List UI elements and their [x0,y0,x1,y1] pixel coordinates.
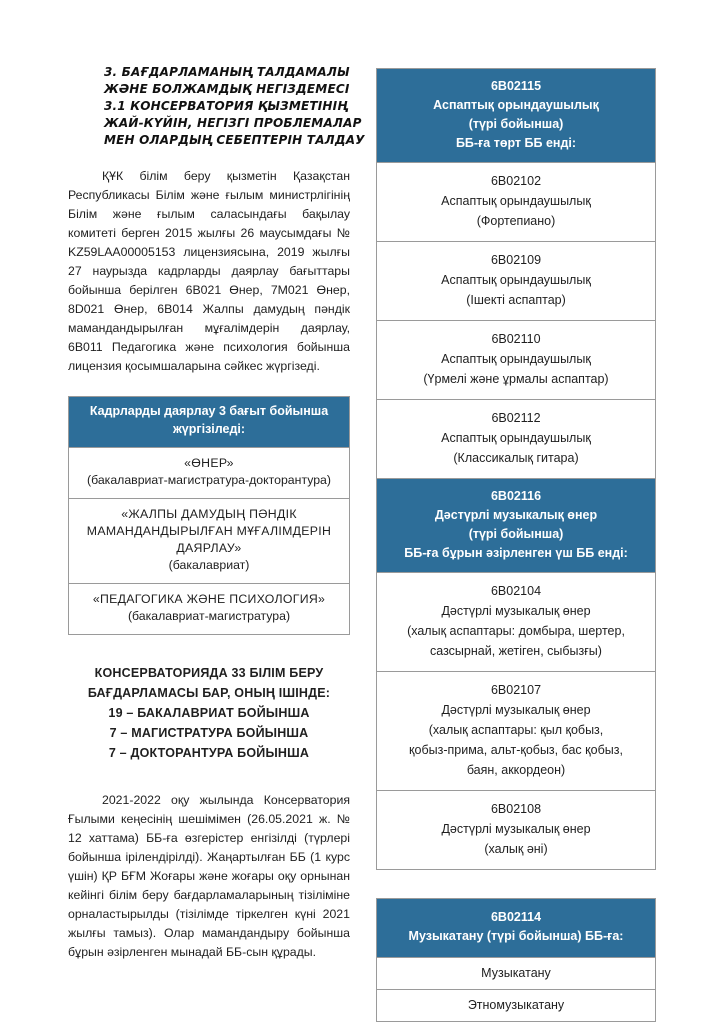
programs-table [376,68,656,870]
musicology-row: Музыкатану [377,957,655,989]
summary-line: КОНСЕРВАТОРИЯДА 33 БІЛІМ БЕРУ [94,666,324,680]
program-group-header [377,478,655,572]
program-row [377,162,655,241]
program-code: 6B02112 [491,411,541,425]
summary-line: 19 – БАКАЛАВРИАТ БОЙЫНША [108,706,310,720]
program-title: Дәстүрлі музыкалық өнер [434,508,598,522]
program-detail: (Фортепиано) [476,214,556,228]
program-row [377,671,655,790]
heading-line: МЕН ОЛАРДЫҢ СЕБЕПТЕРІН ТАЛДАУ [104,133,365,147]
direction-row [69,447,349,498]
program-code: 6B02114 [490,910,542,924]
direction-title: «ЖАЛПЫ ДАМУДЫҢ ПӘНДІК МАМАНДАНДЫРЫЛҒАН МҰҒАЛІМДЕРІН ДАЯРЛАУ» [86,507,332,555]
program-title: Аспаптық орындаушылық [441,431,591,445]
intro-paragraph: ҚҰК білім беру қызметін Қазақстан Республикасы Білім және ғылым министрлігінің Білім және ғылым саласындағы бақылау комитеті берген 2015 жылғы 26 маусымдағы № KZ59LAA00005153 лицензиясына, 2019 жылғы 27 наурызда кадрларды даярлау бағыттары бойынша берілген 6B021 Өнер, 7M021 Өнер, 8D021 Өнер, 6B014 Жалпы дамудың пәндік мамандандырылған мұғалімдерін даярлау, 6B011 Педагогика және психология бойынша лицензия қосымшаларына сәйкес жүргізеді. [68,169,350,373]
summary-line: 7 – МАГИСТРАТУРА БОЙЫНША [109,726,309,740]
program-detail: (Классикалық гитара) [453,451,579,465]
program-code: 6B02116 [490,489,542,503]
program-row [377,320,655,399]
musicology-row: Этномузыкатану [377,989,655,1021]
directions-table [68,396,350,635]
heading-line: 3.1 КОНСЕРВАТОРИЯ ҚЫЗМЕТІНІҢ [104,99,348,113]
program-detail: қобыз-прима, альт-қобыз, бас қобыз, [409,743,623,757]
program-code: 6B02107 [490,683,542,697]
program-title: Аспаптық орындаушылық [441,352,591,366]
heading-line: ЖАЙ-КҮЙІН, НЕГІЗГІ ПРОБЛЕМАЛАР [104,116,362,130]
direction-row [69,583,349,634]
program-code: 6B02108 [490,802,542,816]
program-detail: (Ішекті аспаптар) [466,293,566,307]
program-title: Дәстүрлі музыкалық өнер [441,604,591,618]
direction-note: (бакалавриат) [168,558,250,572]
program-code: 6B02104 [490,584,542,598]
program-code: 6B02109 [490,253,542,267]
left-column [68,64,365,962]
section-heading [104,64,365,149]
program-code: 6B02115 [490,79,542,93]
programs-summary [68,663,350,763]
directions-table-header: Кадрларды даярлау 3 бағыт бойынша жүргізіледі: [69,397,349,447]
summary-line: БАҒДАРЛАМАСЫ БАР, ОНЫҢ ІШІНДЕ: [87,686,331,700]
program-title: Дәстүрлі музыкалық өнер [441,703,591,717]
program-title: Аспаптық орындаушылық [441,273,591,287]
heading-line: ЖӘНЕ БОЛЖАМДЫҚ НЕГІЗДЕМЕСІ [104,82,350,96]
program-type: (түрі бойынша) [468,117,564,131]
program-note: ББ-ға төрт ББ енді: [455,136,577,150]
program-title: Дәстүрлі музыкалық өнер [441,822,591,836]
program-row [377,399,655,478]
closing-paragraph: 2021-2022 оқу жылында Консерватория Ғылыми кеңесінің шешімімен (26.05.2021 ж. № 12 хаттама) ББ-ға өзгерістер енгізілді (түрлері бойынша ірілендірілді). Жаңартылған ББ (1 курс үшін) ҚР БҒМ Жоғары және жоғары оқу орнынан кейінгі білім беру бағдарламаларының тізіліміне орналастырылды (тізілімде тіркелген күні 2021 жылғы тамыз). Олар мамандандыру бойынша бұрын әзірленген мынадай ББ-сын құрады. [68,793,350,959]
program-detail: баян, аккордеон) [466,763,566,777]
program-title: Музыкатану (түрі бойынша) ББ-ға: [408,929,624,943]
direction-title: «ӨНЕР» [184,456,234,470]
right-column [376,68,656,1022]
direction-row [69,498,349,583]
program-code: 6B02102 [490,174,542,188]
program-row [377,241,655,320]
program-detail: (Үрмелі және ұрмалы аспаптар) [423,372,609,386]
summary-line: 7 – ДОКТОРАНТУРА БОЙЫНША [108,746,310,760]
program-detail: (халық аспаптары: домбыра, шертер, [407,624,625,638]
direction-note: (бакалавриат-магистратура) [127,609,291,623]
musicology-table [376,898,656,1022]
program-row [377,572,655,671]
program-type: (түрі бойынша) [468,527,564,541]
program-note: ББ-ға бұрын әзірленген үш ББ енді: [404,546,628,560]
program-row [377,790,655,869]
direction-title: «ПЕДАГОГИКА ЖӘНЕ ПСИХОЛОГИЯ» [92,592,326,606]
direction-note: (бакалавриат-магистратура-докторантура) [86,473,331,487]
program-group-header [377,69,655,162]
program-code: 6B02110 [491,332,541,346]
program-detail: (халық әні) [484,842,548,856]
program-title: Аспаптық орындаушылық [433,98,599,112]
program-detail: сазсырнай, жетіген, сыбызғы) [430,644,602,658]
musicology-header [377,899,655,957]
program-title: Аспаптық орындаушылық [441,194,591,208]
program-detail: (халық аспаптары: қыл қобыз, [428,723,604,737]
heading-line: 3. БАҒДАРЛАМАНЫҢ ТАЛДАМАЛЫ [104,65,350,79]
